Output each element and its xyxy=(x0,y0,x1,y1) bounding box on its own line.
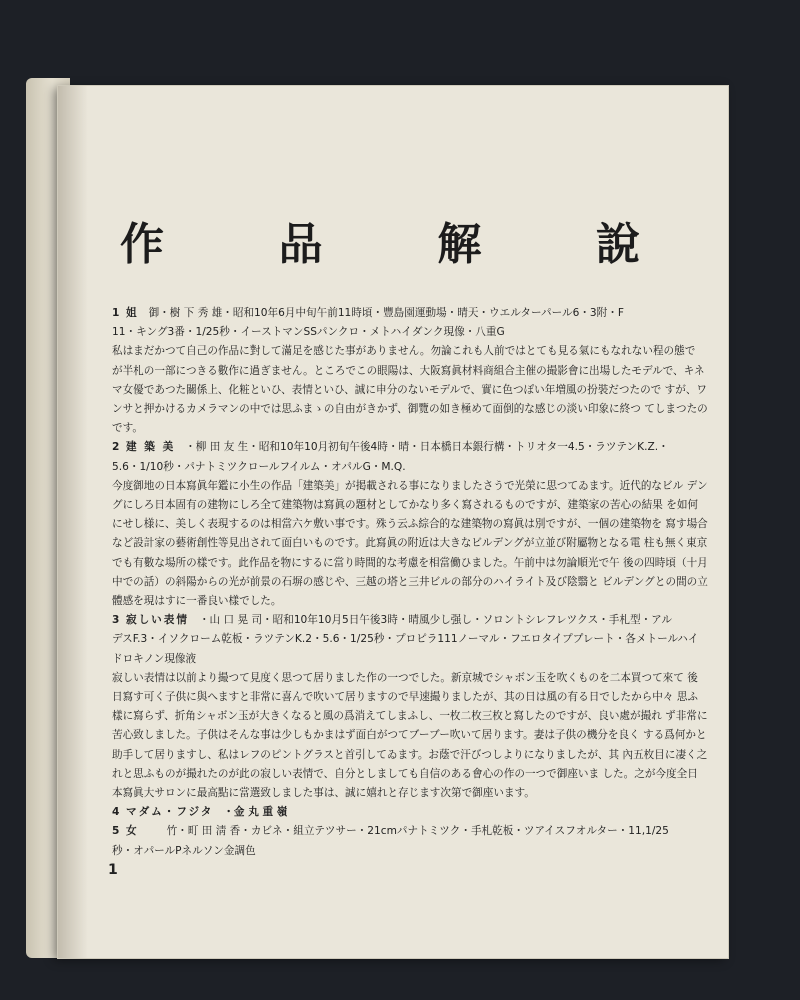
entry-description: 寂しい表情は以前より撮つて見度く思つて居りました作の一つでした。新京城でシャボン玉を吹くものを二本買つて來て 後日寫す可く子供に與へますと非常に喜んで吹いて居りますので早速撮りましたが、其の日は風の有る日でしたから中々 思ふ樣に寫らず、折角シャボン玉が大きくなると風の爲消えてしまふし、一枚二枚三枚と寫したのですが、良い處が撮れ ず非常に苦心致しました。子供はそんな事は少しもかまはず面白がつてブーブー吹いて居ります。妻は子供の機分を良く する爲何かと助手して居りますし、私はレフのピントグラスと首引してゐます。お蔭で汗びつしよりになりましたが、其 內五枚目に凄く之れと思ふものが撮れたのが此の寂しい表情で、自分としましても自信のある會心の作の一つで御座いま した。之が今度全日本寫眞大サロンに最高點に當選致しました事は、誠に嬉れと存じます次第で御座います。 xyxy=(112,671,708,800)
entry-title: 建 築 美 xyxy=(126,441,176,454)
entry-title: 女 xyxy=(126,825,139,838)
title-char: 作 xyxy=(120,219,164,270)
entry-number: 4 xyxy=(112,806,120,819)
entry-heading xyxy=(112,803,708,822)
entry-3 xyxy=(112,611,708,803)
entry-1 xyxy=(112,304,708,438)
entry-title: 寂しい表情 xyxy=(126,614,189,627)
commentary-body xyxy=(112,304,708,861)
entry-number: 5 xyxy=(112,825,120,838)
entry-author-meta: 御・樹 下 秀 雄・昭和10年6月中旬午前11時頃・豐島園運動場・晴天・ウエルターパール6・3附・F xyxy=(148,307,624,319)
page-title xyxy=(120,208,640,268)
title-char: 解 xyxy=(437,219,482,270)
entry-description: 私はまだかつて自己の作品に對して滿足を感じた事がありません。勿論これも人前ではとても見る氣にもなれない程の態で が半札の一部につきる數作に過ぎません。ところでこの眼陽は、大阪寫眞材料商組合主催の撮影會に出場したモデルで、キネマ女優であつた關係上、化粧といひ、表情といひ、誠に申分のないモデルで、實に色つぽい年増風の扮裝だつたので すが、ワンサと押かけるカメラマンの中では思ふまゝの自由がきかず、御覽の如き極めて面倒的な感じの淡い印象に終つ てしまつたのです。 xyxy=(112,345,708,435)
entry-heading xyxy=(112,438,708,457)
page-number: 1 xyxy=(108,862,118,878)
entry-number: 1 xyxy=(112,307,120,319)
entry-author-meta: ・山 口 晃 司・昭和10年10月5日午後3時・晴風少し强し・ソロントシレフレツクス・手札型・アル xyxy=(198,614,672,627)
entry-description: 今度御地の日本寫眞年鑑に小生の作品「建築美」が掲載される事になりましたさうで光榮に思つてゐます。近代的なビル デングにしろ日本固有の建物にしろ全て建築物は寫眞の題材としてかなり多く寫されるものですが、建築家の苦心の結果 を如何にせし様に、美しく表現するのは相當六ケ敷い事です。殊う云ふ綜合的な建築物の寫眞は別ですが、一個の建築物を 寫す場合など設計家の藝術創性等見出されて面白いものです。此寫眞の附近は大きなビルデングが立並び附屬物となる電 柱も無く東京でも有數な場所の樣です。此作品を物にするに當り時間的な考慮を相當働ひました。午前中は勿論順光で午 後の四時頃（十月中での話）の斜陽からの光が前景の石塀の感じや、三越の塔と三井ビルの部分のハイライト及び陰翳と ビルデングとの間の立體感を現はすに一番良い樣でした。 xyxy=(112,479,708,608)
entry-heading xyxy=(112,822,708,841)
entry-number: 2 xyxy=(112,441,120,454)
title-char: 品 xyxy=(278,219,323,270)
entry-meta-continued: 5.6・1/10秒・パナトミツクロールフイルム・オパルG・M.Q. xyxy=(112,460,406,473)
entry-title: 姐 xyxy=(126,307,139,319)
entry-meta-continued: デスF.3・イソクローム乾板・ラツテンK.2・5.6・1/25秒・プロピラ111ノーマル・フエロタイププレート・各メトールハイドロキノン現像液 xyxy=(112,633,699,665)
title-char: 說 xyxy=(595,219,640,270)
entry-heading xyxy=(112,611,708,630)
entry-meta-continued: 11・キング3番・1/25秒・イーストマンSSパンクロ・メトハイダンク現像・八重G xyxy=(112,326,505,339)
entry-4 xyxy=(112,803,708,822)
entry-author-meta: ・柳 田 友 生・昭和10年10月初旬午後4時・晴・日本橋日本銀行構・トリオタ一4.5・ラツテンK.Z.・ xyxy=(185,441,669,454)
entry-title: マダム・フジタ xyxy=(126,806,214,819)
entry-meta-continued: 秒・オパールPネルソン金調色 xyxy=(112,844,256,857)
entry-5 xyxy=(112,822,708,860)
entry-author-meta: ・金 丸 重 嶺 xyxy=(223,806,288,819)
entry-number: 3 xyxy=(112,614,120,627)
entry-author-meta: 竹・町 田 淸 香・カビネ・組立テツサー・21cmパナトミツク・手札乾板・ツアイスフオルター・11,1/25 xyxy=(166,825,669,838)
page-gutter-shadow xyxy=(58,86,88,958)
entry-2 xyxy=(112,438,708,611)
entry-heading xyxy=(112,304,708,323)
